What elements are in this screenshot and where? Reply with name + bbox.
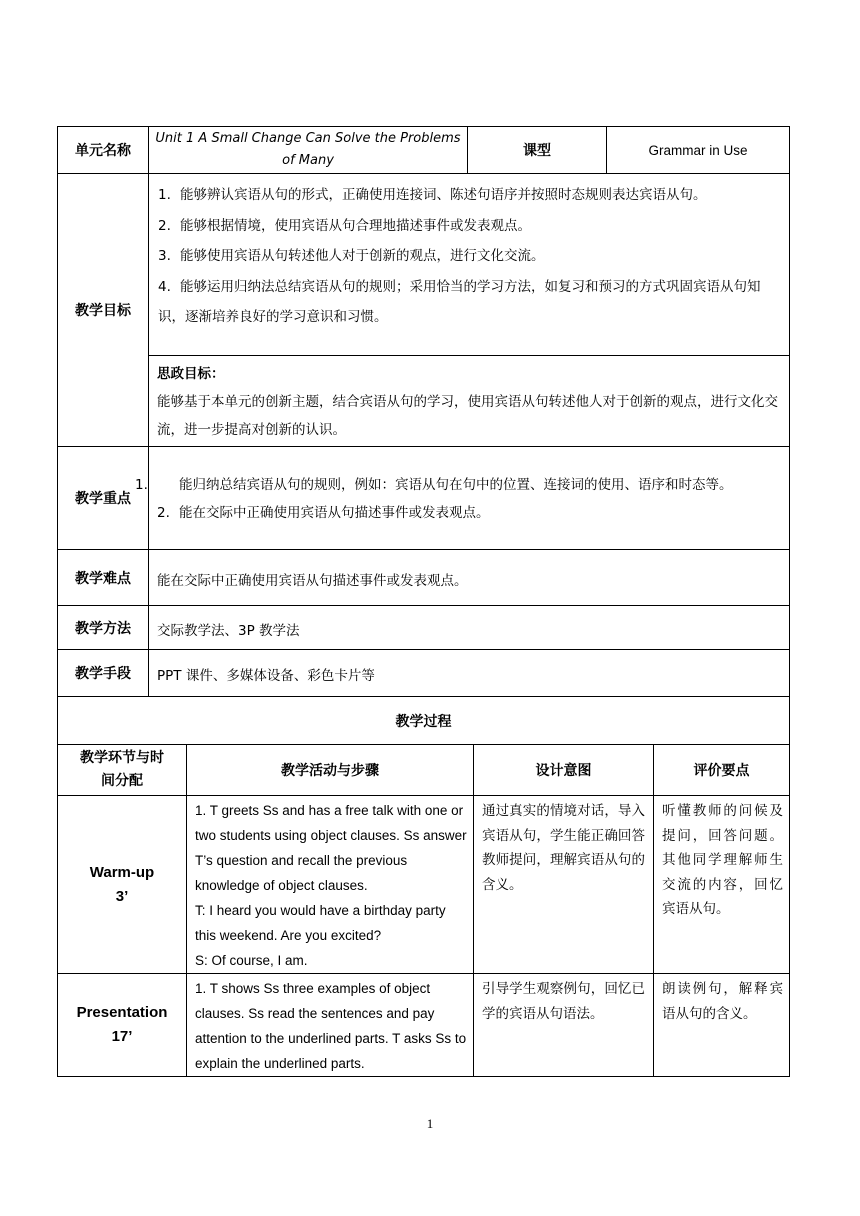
evaluation-cell: 听懂教师的问候及提问，回答问题。其他同学理解师生交流的内容，回忆宾语从句。: [654, 796, 790, 974]
stage-name: Presentation: [76, 1004, 168, 1021]
activity-cell: 1. T greets Ss and has a free talk with one or two students using object clauses. Ss answer T’s question and recall the previous knowledge of object clauses. T: I heard you would have a birthday party this weekend. Are you excited? S: Of course, I am.: [187, 796, 474, 974]
key-point-item: 2. 能在交际中正确使用宾语从句描述事件或发表观点。: [157, 505, 490, 521]
process-row: [58, 796, 790, 974]
activity-cell: 1. T shows Ss three examples of object clauses. Ss read the sentences and pay attention to the underlined parts. T asks Ss to explain the underlined parts.: [187, 974, 474, 1077]
objectives-row: [58, 174, 790, 356]
process-header-row: [58, 745, 790, 796]
sizheng-title: 思政目标：: [157, 366, 225, 382]
page-number: 1: [426, 1116, 434, 1131]
intent-cell: 通过真实的情境对话，导入宾语从句，学生能正确回答教师提问，理解宾语从句的含义。: [474, 796, 654, 974]
unit-name-value: Unit 1 A Small Change Can Solve the Problems of Many: [149, 127, 468, 174]
intent-cell: 引导学生观察例句，回忆已学的宾语从句语法。: [474, 974, 654, 1077]
process-title: 教学过程: [58, 697, 790, 745]
methods-row: [58, 606, 790, 650]
sizheng-cell: [149, 356, 790, 447]
col-header-activity: 教学活动与步骤: [187, 745, 474, 796]
stage-name: Warm-up: [89, 863, 155, 881]
key-points-list: [135, 447, 790, 550]
process-row: [58, 974, 790, 1077]
objectives-list: [149, 174, 790, 356]
objectives-label: 教学目标: [58, 174, 149, 447]
difficulties-label: 教学难点: [58, 550, 149, 606]
stage-cell: [58, 796, 187, 974]
col-header-evaluation: 评价要点: [654, 745, 790, 796]
methods-label: 教学方法: [58, 606, 149, 650]
col-header-intent: 设计意图: [474, 745, 654, 796]
lesson-info-table: [57, 126, 790, 745]
stage-time: 17’: [111, 1028, 133, 1045]
col-header-stage: 教学环节与时间分配: [58, 745, 187, 796]
means-text: PPT 课件、多媒体设备、彩色卡片等: [149, 650, 790, 697]
process-title-row: [58, 697, 790, 745]
objective-item: 2. 能够根据情境，使用宾语从句合理地描述事件或发表观点。: [158, 217, 531, 234]
key-point-item: 1. 能归纳总结宾语从句的规则，例如：宾语从句在句中的位置、连接词的使用、语序和时态等。: [135, 477, 733, 493]
difficulties-row: [58, 550, 790, 606]
objective-item: 1. 能够辨认宾语从句的形式，正确使用连接词、陈述句语序并按照时态规则表达宾语从句。: [158, 187, 707, 203]
process-table: [57, 744, 790, 1077]
lesson-type-value: Grammar in Use: [607, 127, 790, 174]
objective-item: 4. 能够运用归纳法总结宾语从句的规则；采用恰当的学习方法，如复习和预习的方式巩固宾语从句知识，逐渐培养良好的学习意识和习惯。: [158, 278, 761, 325]
stage-time: 3’: [115, 887, 129, 905]
lesson-type-label: 课型: [468, 127, 607, 174]
key-points-label: 教学重点: [58, 447, 149, 550]
means-label: 教学手段: [58, 650, 149, 697]
unit-name-label: 单元名称: [58, 127, 149, 174]
sizheng-text: 能够基于本单元的创新主题，结合宾语从句的学习，使用宾语从句转述他人对于创新的观点，进行文化交流，进一步提高对创新的认识。: [157, 394, 778, 438]
stage-cell: [58, 974, 187, 1077]
means-row: [58, 650, 790, 697]
evaluation-cell: 朗读例句，解释宾语从句的含义。: [654, 974, 790, 1077]
difficulties-text: 能在交际中正确使用宾语从句描述事件或发表观点。: [149, 550, 790, 606]
unit-row: [58, 127, 790, 174]
methods-text: 交际教学法、3P 教学法: [149, 606, 790, 650]
objective-item: 3. 能够使用宾语从句转述他人对于创新的观点，进行文化交流。: [158, 248, 545, 264]
key-points-row: [58, 447, 790, 550]
sizheng-row: [58, 356, 790, 447]
